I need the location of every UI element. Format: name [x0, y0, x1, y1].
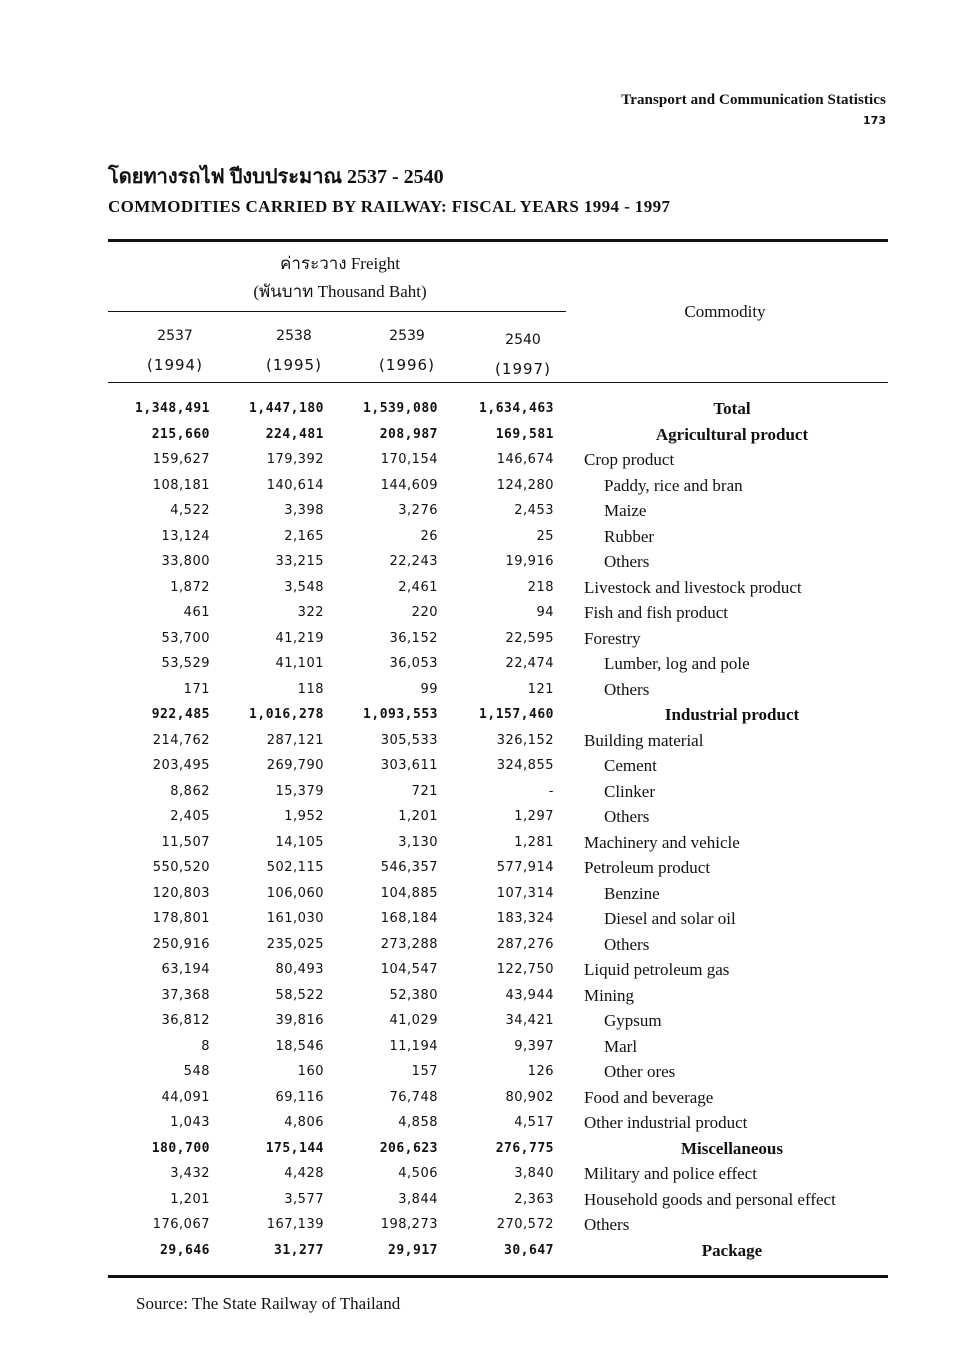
- cell-1997: 34,421: [505, 1013, 554, 1028]
- commodity-label: Forestry: [584, 628, 641, 648]
- cell-1997: 1,157,460: [479, 707, 554, 722]
- cell-1995: 502,115: [266, 860, 324, 875]
- page-header: [621, 92, 886, 127]
- cell-1996: 29,917: [388, 1242, 438, 1258]
- table-row: [0, 396, 966, 421]
- cell-1994: 33,800: [161, 554, 210, 569]
- table-row: [0, 1187, 966, 1212]
- cell-1997: 1,297: [514, 809, 554, 824]
- cell-1996: 99: [420, 681, 438, 697]
- cell-1994: 548: [183, 1064, 210, 1079]
- table-row: [0, 549, 966, 574]
- commodity-label: Fish and fish product: [584, 603, 729, 622]
- year-ce: (1997): [495, 360, 551, 378]
- table-row: [0, 753, 966, 778]
- cell-1994: 550,520: [152, 860, 210, 875]
- cell-1997: 30,647: [504, 1242, 554, 1258]
- cell-1994: 63,194: [161, 962, 210, 977]
- commodity-label: Others: [584, 1215, 630, 1234]
- commodity-label: Miscellaneous: [681, 1138, 783, 1158]
- cell-1997: 3,840: [514, 1166, 554, 1181]
- cell-1995: 167,139: [266, 1217, 324, 1232]
- cell-1997: 22,474: [505, 656, 554, 671]
- cell-1994: 44,091: [161, 1089, 210, 1105]
- cell-1995: 269,790: [266, 758, 324, 773]
- cell-1996: 4,506: [398, 1166, 438, 1181]
- cell-1994: 1,348,491: [135, 401, 210, 416]
- table-row: [0, 1034, 966, 1059]
- table-row: [0, 1212, 966, 1237]
- cell-1994: 8: [201, 1038, 210, 1054]
- cell-1996: 303,611: [380, 758, 438, 773]
- cell-1995: 161,030: [266, 911, 324, 926]
- cell-1995: 235,025: [266, 936, 324, 952]
- cell-1997: 22,595: [505, 630, 554, 646]
- commodity-label: Marl: [604, 1036, 638, 1056]
- table-row: [0, 651, 966, 676]
- year-header: [362, 322, 452, 380]
- commodity-label: Benzine: [604, 883, 660, 903]
- commodity-label: Machinery and vehicle: [584, 832, 740, 852]
- cell-1995: 80,493: [275, 962, 324, 977]
- cell-1997: 121: [527, 681, 554, 697]
- publication-title: Transport and Communication Statistics: [621, 92, 886, 108]
- cell-1997: 146,674: [496, 452, 554, 467]
- cell-1997: 9,397: [514, 1038, 554, 1054]
- cell-1997: 122,750: [496, 962, 554, 977]
- top-rule: [108, 239, 888, 242]
- cell-1995: 160: [297, 1064, 324, 1079]
- table-row: [0, 422, 966, 447]
- commodity-label: Others: [604, 807, 650, 826]
- table-row: [0, 1085, 966, 1110]
- cell-1996: 26: [420, 528, 438, 544]
- cell-1996: 52,380: [389, 987, 438, 1003]
- cell-1996: 198,273: [380, 1217, 438, 1232]
- cell-1996: 41,029: [389, 1013, 438, 1028]
- cell-1994: 203,495: [152, 758, 210, 773]
- cell-1994: 37,368: [161, 987, 210, 1003]
- table-row: [0, 1238, 966, 1263]
- table-row: [0, 804, 966, 829]
- cell-1997: 270,572: [496, 1217, 554, 1232]
- cell-1994: 29,646: [160, 1242, 210, 1258]
- cell-1996: 3,130: [398, 834, 438, 850]
- table-row: [0, 498, 966, 523]
- cell-1997: 124,280: [496, 477, 554, 493]
- commodity-label: Household goods and personal effect: [584, 1189, 836, 1209]
- commodity-label: Liquid petroleum gas: [584, 960, 730, 979]
- source-note: Source: The State Railway of Thailand: [136, 1294, 401, 1313]
- commodity-label: Others: [604, 552, 650, 571]
- cell-1994: 4,522: [170, 503, 210, 518]
- table-row: [0, 728, 966, 753]
- cell-1994: 1,043: [170, 1115, 210, 1130]
- table-row: [0, 830, 966, 855]
- cell-1995: 118: [297, 681, 324, 697]
- cell-1994: 108,181: [152, 477, 210, 493]
- cell-1997: 2,453: [514, 503, 554, 518]
- cell-1995: 3,398: [284, 503, 324, 518]
- cell-1994: 2,405: [170, 809, 210, 824]
- cell-1994: 8,862: [170, 783, 210, 799]
- cell-1994: 3,432: [170, 1166, 210, 1181]
- cell-1995: 1,016,278: [249, 707, 324, 722]
- cell-1994: 159,627: [152, 452, 210, 467]
- cell-1997: 107,314: [496, 885, 554, 901]
- cell-1995: 3,548: [284, 579, 324, 595]
- commodity-label: Agricultural product: [655, 424, 809, 444]
- cell-1997: 126: [527, 1064, 554, 1079]
- cell-1995: 2,165: [284, 528, 324, 544]
- cell-1997: 577,914: [496, 860, 554, 875]
- year-ce: (1995): [266, 356, 322, 374]
- cell-1996: 208,987: [379, 426, 438, 442]
- cell-1997: 80,902: [505, 1089, 554, 1105]
- cell-1996: 168,184: [380, 911, 438, 926]
- cell-1996: 220: [411, 605, 438, 620]
- cell-1996: 170,154: [380, 452, 438, 467]
- commodity-label: Rubber: [604, 526, 655, 546]
- freight-label-line1: ค่าระวาง Freight: [280, 254, 400, 273]
- commodity-label: Package: [701, 1240, 763, 1260]
- table-title-thai: โดยทางรถไฟ ปีงบประมาณ 2537 - 2540: [108, 166, 444, 188]
- cell-1996: 206,623: [379, 1140, 438, 1156]
- commodity-label: Others: [604, 679, 650, 699]
- cell-1997: 1,281: [514, 834, 554, 850]
- cell-1996: 104,547: [380, 962, 438, 977]
- freight-column-group-header: [230, 250, 450, 306]
- commodity-label: Total: [713, 399, 751, 418]
- cell-1994: 180,700: [151, 1140, 210, 1156]
- cell-1997: 169,581: [495, 426, 554, 442]
- cell-1994: 250,916: [152, 936, 210, 952]
- cell-1997: 19,916: [505, 554, 554, 569]
- cell-1994: 178,801: [152, 911, 210, 926]
- cell-1994: 214,762: [152, 732, 210, 748]
- table-row: [0, 677, 966, 702]
- cell-1997: 218: [527, 579, 554, 595]
- table-row: [0, 855, 966, 880]
- cell-1995: 224,481: [265, 426, 324, 442]
- cell-1996: 721: [411, 783, 438, 799]
- cell-1995: 175,144: [265, 1140, 324, 1156]
- year-be: 2539: [389, 328, 425, 344]
- cell-1996: 1,539,080: [363, 401, 438, 416]
- table-row: [0, 906, 966, 931]
- cell-1996: 157: [411, 1064, 438, 1079]
- cell-1994: 1,872: [170, 579, 210, 595]
- commodity-label: Other ores: [604, 1062, 676, 1081]
- cell-1995: 322: [297, 605, 324, 620]
- freight-group-rule: [108, 311, 566, 312]
- year-ce: (1994): [147, 356, 203, 374]
- bottom-rule: [108, 1275, 888, 1278]
- cell-1996: 4,858: [398, 1115, 438, 1130]
- freight-label-line2: (พันบาท Thousand Baht): [253, 282, 427, 301]
- cell-1996: 36,053: [389, 656, 438, 671]
- commodity-label: Livestock and livestock product: [584, 577, 802, 597]
- cell-1995: 39,816: [275, 1013, 324, 1028]
- cell-1995: 140,614: [266, 477, 324, 493]
- cell-1994: 215,660: [151, 426, 210, 442]
- cell-1994: 53,529: [161, 656, 210, 671]
- commodity-label: Crop product: [584, 450, 675, 469]
- cell-1995: 69,116: [275, 1089, 324, 1105]
- table-row: [0, 779, 966, 804]
- cell-1997: 94: [536, 605, 554, 620]
- table-row: [0, 600, 966, 625]
- table-title-english: COMMODITIES CARRIED BY RAILWAY: FISCAL YEARS 1994 - 1997: [108, 197, 671, 216]
- cell-1997: 276,775: [495, 1140, 554, 1156]
- cell-1995: 4,428: [284, 1166, 324, 1181]
- year-header: [478, 326, 568, 384]
- year-be: 2537: [157, 328, 193, 344]
- commodity-label: Maize: [604, 501, 647, 520]
- table-row: [0, 1161, 966, 1186]
- cell-1996: 305,533: [380, 732, 438, 748]
- cell-1995: 14,105: [275, 834, 324, 850]
- cell-1997: 326,152: [496, 732, 554, 748]
- cell-1994: 53,700: [161, 630, 210, 646]
- cell-1996: 144,609: [380, 477, 438, 493]
- cell-1996: 11,194: [389, 1038, 438, 1054]
- table-row: [0, 1110, 966, 1135]
- cell-1994: 13,124: [161, 528, 210, 544]
- table-row: [0, 524, 966, 549]
- commodity-label: Diesel and solar oil: [604, 909, 736, 928]
- cell-1997: 324,855: [496, 758, 554, 773]
- table-row: [0, 932, 966, 957]
- commodity-label: Mining: [584, 985, 635, 1005]
- cell-1996: 104,885: [380, 885, 438, 901]
- cell-1996: 1,093,553: [363, 707, 438, 722]
- table-row: [0, 1136, 966, 1161]
- cell-1996: 76,748: [389, 1089, 438, 1105]
- cell-1997: 2,363: [514, 1191, 554, 1207]
- year-header: [130, 322, 220, 380]
- cell-1995: 18,546: [275, 1038, 324, 1054]
- cell-1994: 36,812: [161, 1013, 210, 1028]
- table-row: [0, 1008, 966, 1033]
- commodity-label: Food and beverage: [584, 1087, 714, 1107]
- cell-1997: -: [548, 783, 554, 799]
- commodity-label: Other industrial product: [584, 1113, 748, 1132]
- commodity-label: Industrial product: [664, 705, 800, 724]
- cell-1995: 4,806: [284, 1115, 324, 1130]
- cell-1996: 546,357: [380, 860, 438, 875]
- commodity-label: Building material: [584, 730, 704, 750]
- cell-1995: 33,215: [275, 554, 324, 569]
- cell-1995: 15,379: [275, 783, 324, 799]
- table-row: [0, 473, 966, 498]
- cell-1996: 22,243: [389, 554, 438, 569]
- table-row: [0, 957, 966, 982]
- cell-1996: 1,201: [398, 809, 438, 824]
- cell-1997: 287,276: [496, 936, 554, 952]
- table-row: [0, 626, 966, 651]
- table-row: [0, 575, 966, 600]
- cell-1994: 1,201: [170, 1191, 210, 1207]
- cell-1996: 36,152: [389, 630, 438, 646]
- commodity-label: Clinker: [604, 781, 655, 801]
- page-number: 173: [863, 114, 886, 127]
- cell-1996: 2,461: [398, 579, 438, 595]
- cell-1995: 1,447,180: [249, 401, 324, 416]
- cell-1997: 43,944: [505, 987, 554, 1003]
- cell-1995: 41,101: [275, 656, 324, 671]
- cell-1997: 183,324: [496, 911, 554, 926]
- cell-1995: 287,121: [266, 732, 324, 748]
- commodity-label: Lumber, log and pole: [604, 654, 750, 673]
- year-ce: (1996): [379, 356, 435, 374]
- table-row: [0, 983, 966, 1008]
- year-header: [249, 322, 339, 380]
- cell-1994: 120,803: [152, 885, 210, 901]
- cell-1994: 171: [183, 681, 210, 697]
- table-row: [0, 702, 966, 727]
- cell-1995: 106,060: [266, 885, 324, 901]
- commodity-label: Petroleum product: [584, 858, 711, 877]
- cell-1995: 3,577: [284, 1191, 324, 1207]
- cell-1997: 4,517: [514, 1115, 554, 1130]
- year-be: 2538: [276, 328, 312, 344]
- cell-1994: 461: [183, 605, 210, 620]
- cell-1994: 176,067: [152, 1217, 210, 1232]
- table-row: [0, 1059, 966, 1084]
- commodity-column-header: Commodity: [684, 302, 766, 321]
- cell-1994: 11,507: [161, 834, 210, 850]
- cell-1997: 25: [536, 528, 554, 544]
- commodity-label: Cement: [604, 756, 657, 775]
- year-be: 2540: [505, 332, 541, 348]
- commodity-label: Military and police effect: [584, 1164, 757, 1183]
- cell-1997: 1,634,463: [479, 401, 554, 416]
- header-rule: [108, 382, 888, 383]
- commodity-label: Others: [604, 934, 650, 954]
- cell-1995: 58,522: [275, 987, 324, 1003]
- cell-1994: 922,485: [151, 707, 210, 722]
- commodity-label: Gypsum: [604, 1011, 662, 1030]
- cell-1996: 3,844: [398, 1191, 438, 1207]
- table-row: [0, 881, 966, 906]
- commodity-label: Paddy, rice and bran: [604, 475, 743, 495]
- cell-1996: 3,276: [398, 503, 438, 518]
- cell-1995: 179,392: [266, 452, 324, 467]
- cell-1995: 31,277: [274, 1242, 324, 1258]
- table-row: [0, 447, 966, 472]
- cell-1996: 273,288: [380, 936, 438, 952]
- cell-1995: 1,952: [284, 809, 324, 824]
- cell-1995: 41,219: [275, 630, 324, 646]
